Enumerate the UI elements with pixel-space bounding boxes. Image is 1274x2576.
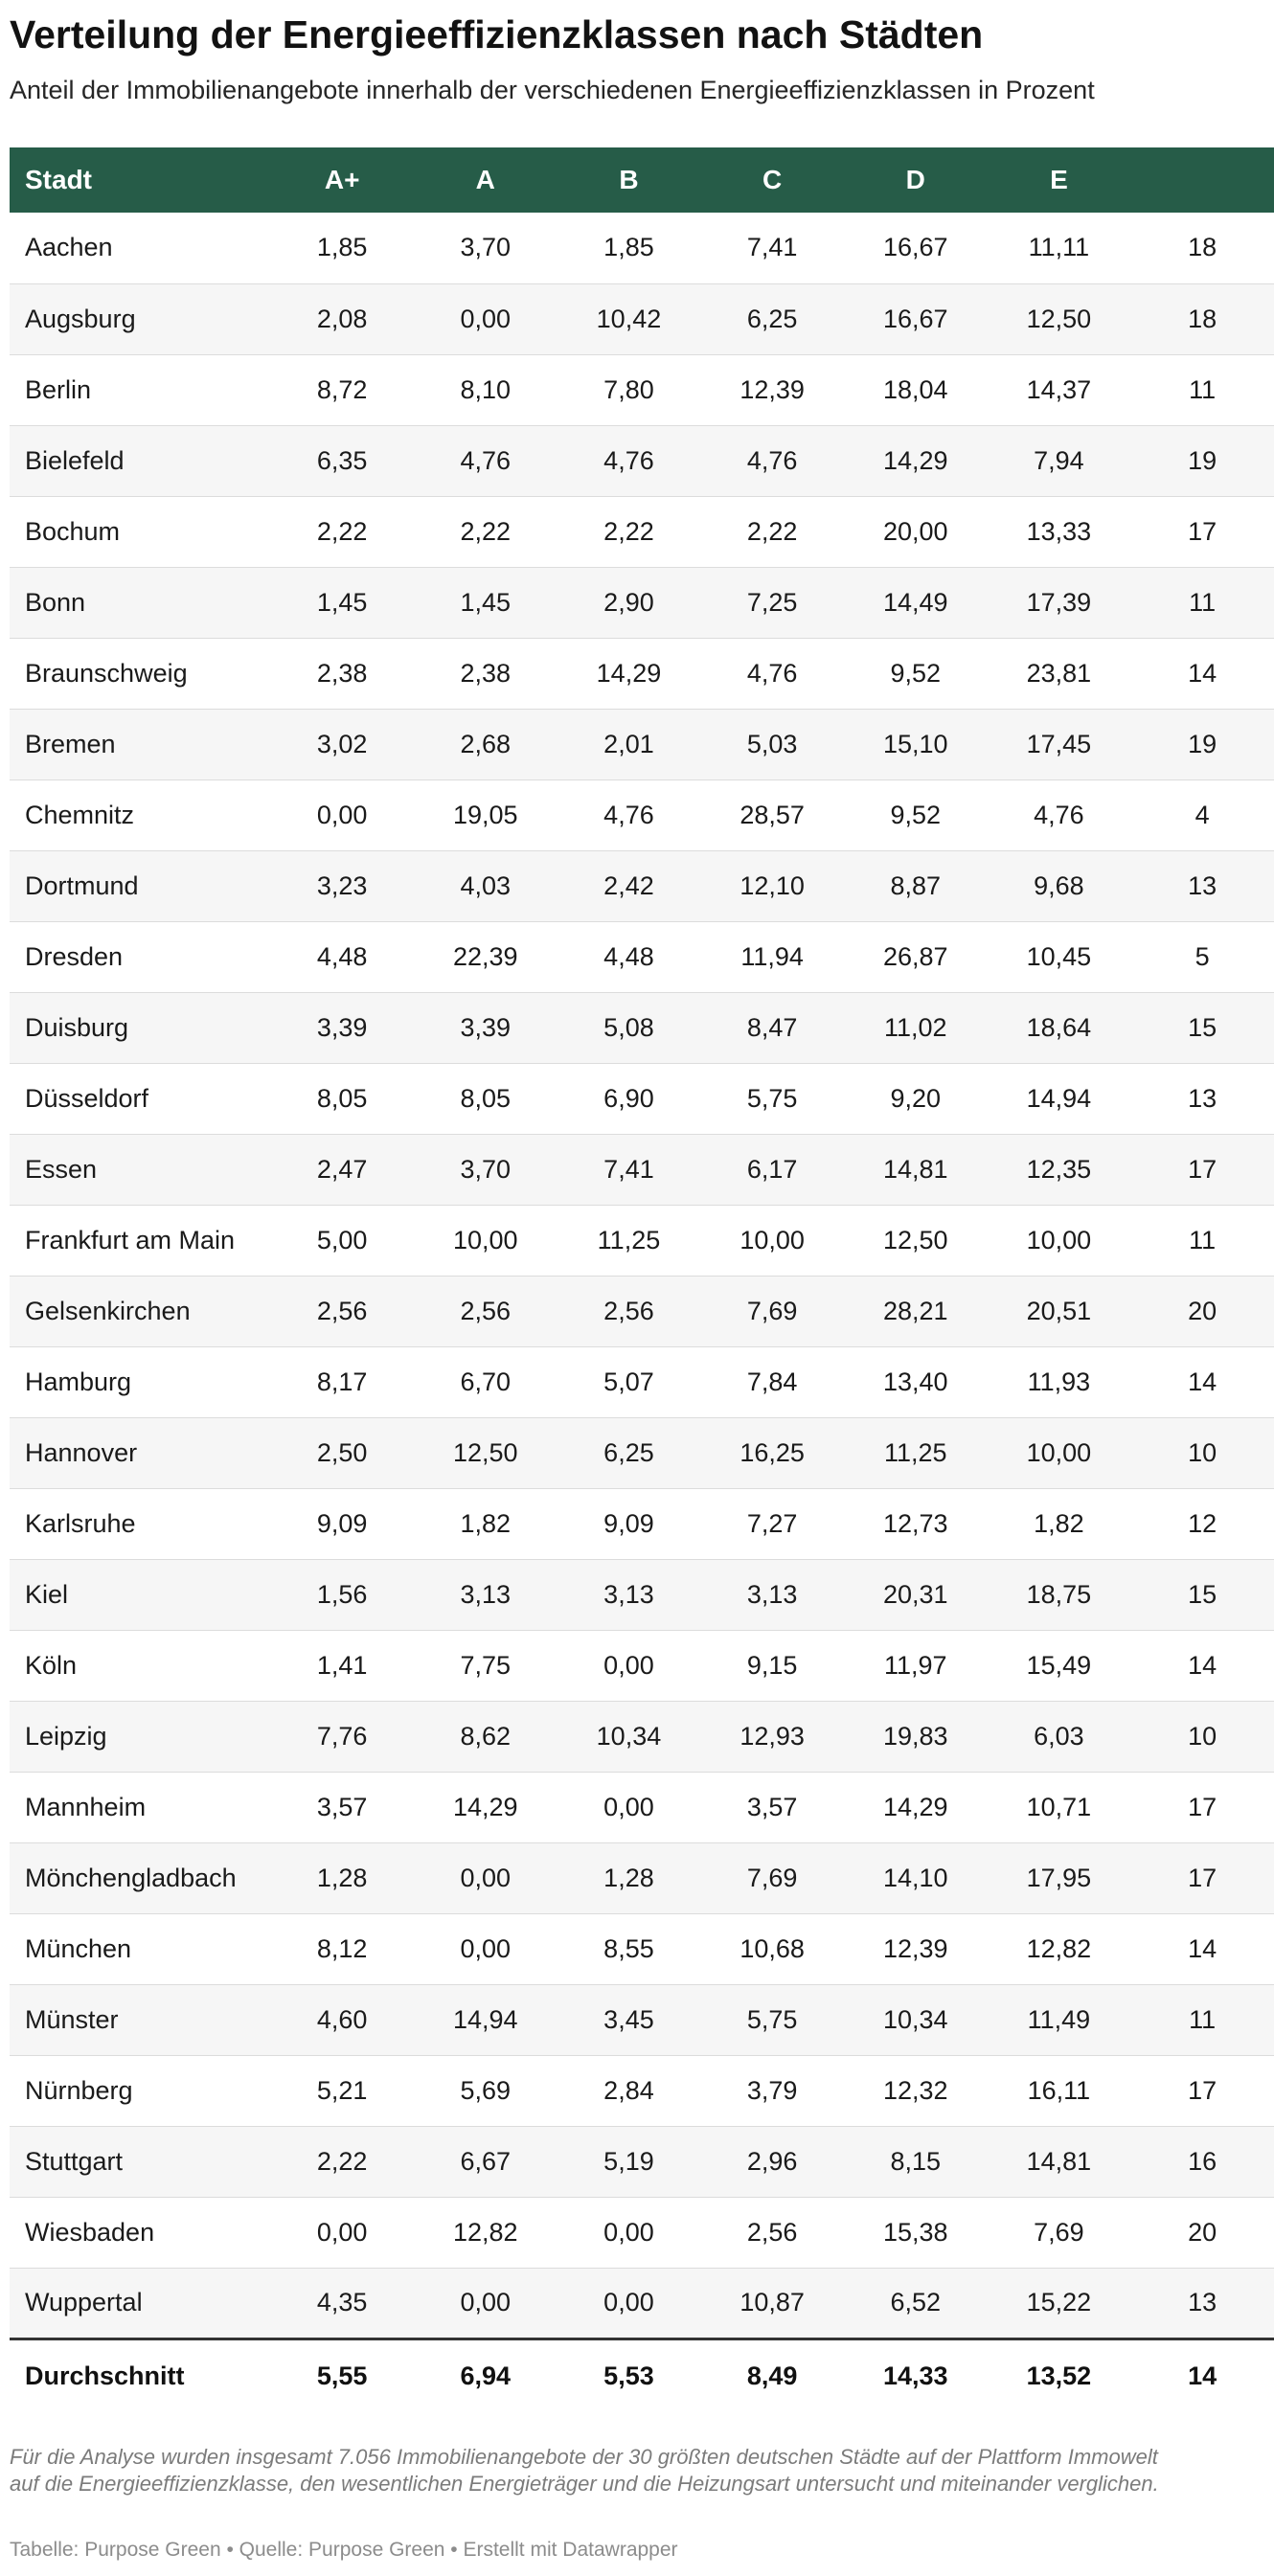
- value-cell: 15: [1188, 1579, 1217, 1609]
- value-cell: 12,39: [882, 1933, 948, 1963]
- summary-value: 14,33: [882, 2361, 948, 2391]
- value-cell: 1,45: [316, 587, 368, 617]
- value-cell: 7,25: [746, 587, 798, 617]
- table-row: [10, 1488, 1274, 1559]
- table-footer: [10, 2339, 1274, 2413]
- value-cell: 9,68: [1034, 870, 1084, 900]
- value-cell: 7,69: [1034, 2217, 1084, 2247]
- value-cell: 6,70: [460, 1367, 512, 1396]
- chart-subtitle: Anteil der Immobilienangebote innerhalb der verschiedenen Energieeffizienzklassen in Prozent: [10, 76, 1095, 104]
- value-cell: 8,55: [603, 1933, 654, 1963]
- value-cell: 0,00: [603, 1792, 654, 1821]
- column-header-class: C: [762, 165, 783, 194]
- city-cell: Essen: [25, 1154, 98, 1184]
- value-cell: 3,23: [316, 870, 368, 900]
- value-cell: 11,49: [1027, 2004, 1091, 2034]
- value-cell: 2,38: [460, 658, 512, 688]
- city-cell: Mönchengladbach: [25, 1863, 237, 1892]
- value-cell: 22,39: [453, 941, 518, 971]
- value-cell: 12,10: [739, 870, 805, 900]
- value-cell: 4,48: [316, 941, 368, 971]
- value-cell: 17,39: [1026, 587, 1092, 617]
- value-cell: 11: [1189, 374, 1217, 404]
- city-cell: Kiel: [25, 1579, 69, 1609]
- value-cell: 18,75: [1026, 1579, 1092, 1609]
- column-header-class: A+: [324, 165, 360, 194]
- value-cell: 9,09: [316, 1508, 368, 1538]
- value-cell: 0,00: [316, 2217, 368, 2247]
- value-cell: 0,00: [460, 304, 512, 333]
- value-cell: 9,52: [890, 800, 942, 829]
- column-header-class: B: [619, 165, 639, 194]
- city-cell: Hannover: [25, 1437, 138, 1467]
- value-cell: 10,71: [1026, 1792, 1092, 1821]
- value-cell: 1,41: [316, 1650, 368, 1680]
- value-cell: 16,67: [882, 233, 948, 262]
- table-row: [10, 2197, 1274, 2268]
- value-cell: 7,27: [746, 1508, 798, 1538]
- value-cell: 6,52: [890, 2288, 942, 2316]
- value-cell: 16: [1188, 2146, 1217, 2176]
- value-cell: 14,29: [596, 658, 662, 688]
- table-row: [10, 992, 1274, 1063]
- city-cell: Karlsruhe: [25, 1508, 136, 1538]
- value-cell: 2,08: [316, 304, 368, 333]
- table-row: [10, 1559, 1274, 1630]
- table-row: [10, 780, 1274, 850]
- value-cell: 12,82: [1026, 1933, 1092, 1963]
- value-cell: 8,87: [890, 870, 942, 900]
- value-cell: 0,00: [316, 800, 368, 829]
- value-cell: 8,12: [316, 1933, 368, 1963]
- value-cell: 3,57: [746, 1792, 798, 1821]
- value-cell: 9,09: [603, 1508, 654, 1538]
- value-cell: 4,76: [746, 658, 798, 688]
- table-row: [10, 1772, 1274, 1842]
- value-cell: 13,33: [1026, 516, 1092, 546]
- value-cell: 11: [1189, 1225, 1217, 1254]
- table-row: [10, 850, 1274, 921]
- value-cell: 11,25: [883, 1437, 947, 1467]
- value-cell: 1,45: [460, 587, 512, 617]
- value-cell: 3,02: [316, 729, 368, 758]
- value-cell: 17: [1188, 1863, 1217, 1892]
- value-cell: 10,87: [739, 2288, 805, 2316]
- value-cell: 1,28: [316, 1863, 368, 1892]
- value-cell: 0,00: [603, 2217, 654, 2247]
- value-cell: 28,21: [882, 1296, 948, 1325]
- value-cell: 16,67: [882, 304, 948, 333]
- value-cell: 18,04: [882, 374, 948, 404]
- value-cell: 4,48: [603, 941, 654, 971]
- table-row: [10, 567, 1274, 638]
- value-cell: 11,11: [1028, 233, 1090, 262]
- value-cell: 16,25: [739, 1437, 805, 1467]
- value-cell: 11: [1189, 587, 1217, 617]
- city-cell: München: [25, 1933, 132, 1963]
- value-cell: 15: [1188, 1012, 1217, 1042]
- value-cell: 5,00: [316, 1225, 368, 1254]
- value-cell: 2,22: [460, 516, 512, 546]
- city-cell: Bonn: [25, 587, 86, 617]
- value-cell: 12,82: [453, 2217, 518, 2247]
- column-header-class: A: [475, 165, 495, 194]
- city-cell: Bielefeld: [25, 445, 125, 475]
- city-cell: Leipzig: [25, 1721, 107, 1751]
- city-cell: Duisburg: [25, 1012, 129, 1042]
- value-cell: 4,35: [316, 2288, 368, 2316]
- value-cell: 10,00: [453, 1225, 518, 1254]
- value-cell: 5,03: [746, 729, 798, 758]
- value-cell: 2,22: [316, 2146, 368, 2176]
- city-cell: Wuppertal: [25, 2288, 143, 2316]
- value-cell: 7,84: [746, 1367, 798, 1396]
- value-cell: 6,67: [460, 2146, 512, 2176]
- value-cell: 4,03: [460, 870, 512, 900]
- value-cell: 17,45: [1026, 729, 1092, 758]
- city-cell: Nürnberg: [25, 2075, 133, 2105]
- value-cell: 4: [1194, 800, 1210, 829]
- value-cell: 9,52: [890, 658, 942, 688]
- city-cell: Dresden: [25, 941, 124, 971]
- value-cell: 4,76: [746, 445, 798, 475]
- value-cell: 8,05: [460, 1083, 512, 1113]
- value-cell: 6,25: [746, 304, 798, 333]
- value-cell: 19,05: [453, 800, 518, 829]
- value-cell: 0,00: [603, 2288, 654, 2316]
- value-cell: 6,35: [316, 445, 368, 475]
- table-row: [10, 213, 1274, 283]
- value-cell: 18: [1188, 233, 1217, 262]
- chart-title: Verteilung der Energieeffizienzklassen nach Städten: [10, 12, 984, 56]
- value-cell: 7,69: [746, 1296, 798, 1325]
- table-row: [10, 1276, 1274, 1346]
- value-cell: 12,50: [1026, 304, 1092, 333]
- value-cell: 2,22: [746, 516, 798, 546]
- value-cell: 10,00: [739, 1225, 805, 1254]
- value-cell: 2,01: [603, 729, 654, 758]
- city-cell: Braunschweig: [25, 658, 188, 688]
- value-cell: 8,10: [460, 374, 512, 404]
- value-cell: 3,79: [746, 2075, 798, 2105]
- summary-value: 8,49: [746, 2361, 798, 2391]
- value-cell: 14,29: [882, 1792, 948, 1821]
- table-row: [10, 1134, 1274, 1205]
- table-row: [10, 1984, 1274, 2055]
- energy-class-table: [10, 147, 1274, 2413]
- value-cell: 2,56: [603, 1296, 654, 1325]
- value-cell: 14,49: [882, 587, 948, 617]
- value-cell: 5,69: [460, 2075, 512, 2105]
- city-cell: Frankfurt am Main: [25, 1225, 236, 1254]
- value-cell: 10,42: [596, 304, 662, 333]
- value-cell: 11,93: [1027, 1367, 1091, 1396]
- value-cell: 7,94: [1034, 445, 1084, 475]
- value-cell: 12,50: [453, 1437, 518, 1467]
- value-cell: 6,90: [603, 1083, 654, 1113]
- value-cell: 8,15: [890, 2146, 942, 2176]
- summary-value: 14: [1188, 2361, 1217, 2391]
- value-cell: 13: [1188, 1083, 1217, 1113]
- value-cell: 10,34: [596, 1721, 662, 1751]
- value-cell: 12,93: [739, 1721, 805, 1751]
- value-cell: 13: [1188, 2288, 1217, 2316]
- value-cell: 2,68: [460, 729, 512, 758]
- value-cell: 11,25: [597, 1225, 661, 1254]
- value-cell: 3,39: [316, 1012, 368, 1042]
- city-cell: Gelsenkirchen: [25, 1296, 191, 1325]
- value-cell: 3,45: [603, 2004, 654, 2034]
- value-cell: 2,50: [316, 1437, 368, 1467]
- value-cell: 2,56: [746, 2217, 798, 2247]
- table-row: [10, 283, 1274, 354]
- value-cell: 19: [1188, 445, 1217, 475]
- value-cell: 7,41: [746, 233, 798, 262]
- summary-value: 13,52: [1026, 2361, 1092, 2391]
- value-cell: 6,03: [1034, 1721, 1084, 1751]
- column-header-class: D: [905, 165, 925, 194]
- value-cell: 2,47: [316, 1154, 368, 1184]
- city-cell: Stuttgart: [25, 2146, 124, 2176]
- table-body: [10, 213, 1274, 2339]
- value-cell: 18,64: [1026, 1012, 1092, 1042]
- value-cell: 14,81: [1026, 2146, 1092, 2176]
- value-cell: 10,00: [1026, 1225, 1092, 1254]
- value-cell: 3,57: [316, 1792, 368, 1821]
- value-cell: 1,28: [603, 1863, 654, 1892]
- value-cell: 4,76: [1034, 800, 1084, 829]
- table-row: [10, 2126, 1274, 2197]
- value-cell: 0,00: [460, 2288, 512, 2316]
- value-cell: 15,22: [1026, 2288, 1092, 2316]
- value-cell: 14,37: [1026, 374, 1092, 404]
- value-cell: 6,17: [746, 1154, 798, 1184]
- value-cell: 10,34: [882, 2004, 948, 2034]
- value-cell: 14,29: [453, 1792, 518, 1821]
- value-cell: 4,60: [316, 2004, 368, 2034]
- value-cell: 17: [1188, 516, 1217, 546]
- value-cell: 7,80: [603, 374, 654, 404]
- value-cell: 26,87: [882, 941, 948, 971]
- summary-value: 6,94: [460, 2361, 512, 2391]
- value-cell: 0,00: [603, 1650, 654, 1680]
- column-header-city: Stadt: [25, 165, 92, 194]
- value-cell: 14,94: [453, 2004, 518, 2034]
- value-cell: 2,90: [603, 587, 654, 617]
- table-row: [10, 921, 1274, 992]
- value-cell: 8,62: [460, 1721, 512, 1751]
- value-cell: 13: [1188, 870, 1217, 900]
- value-cell: 3,70: [460, 1154, 512, 1184]
- value-cell: 1,56: [316, 1579, 368, 1609]
- table-row: [10, 496, 1274, 567]
- header-row: [10, 147, 1274, 213]
- value-cell: 8,05: [316, 1083, 368, 1113]
- value-cell: 14,29: [882, 445, 948, 475]
- value-cell: 10: [1188, 1721, 1217, 1751]
- value-cell: 2,22: [603, 516, 654, 546]
- value-cell: 5,19: [603, 2146, 654, 2176]
- city-cell: Münster: [25, 2004, 119, 2034]
- city-cell: Berlin: [25, 374, 92, 404]
- value-cell: 13,40: [882, 1367, 948, 1396]
- summary-label: Durchschnitt: [25, 2361, 185, 2391]
- value-cell: 10: [1188, 1437, 1217, 1467]
- value-cell: 2,22: [316, 516, 368, 546]
- value-cell: 1,85: [603, 233, 654, 262]
- value-cell: 0,00: [460, 1863, 512, 1892]
- value-cell: 2,56: [316, 1296, 368, 1325]
- value-cell: 15,49: [1026, 1650, 1092, 1680]
- city-cell: Wiesbaden: [25, 2217, 155, 2247]
- value-cell: 1,82: [460, 1508, 512, 1538]
- value-cell: 2,38: [316, 658, 368, 688]
- value-cell: 5: [1194, 941, 1210, 971]
- city-cell: Dortmund: [25, 870, 139, 900]
- value-cell: 12,39: [739, 374, 805, 404]
- summary-row: [10, 2339, 1274, 2413]
- value-cell: 16,11: [1027, 2075, 1091, 2105]
- source-credits: Tabelle: Purpose Green • Quelle: Purpose Green • Erstellt mit Datawrapper: [10, 2539, 678, 2561]
- table-row: [10, 354, 1274, 425]
- value-cell: 11,94: [740, 941, 804, 971]
- value-cell: 6,25: [603, 1437, 654, 1467]
- value-cell: 20,51: [1026, 1296, 1092, 1325]
- value-cell: 20: [1188, 2217, 1217, 2247]
- table-row: [10, 2268, 1274, 2339]
- column-header-class: E: [1050, 165, 1068, 194]
- value-cell: 14,94: [1026, 1083, 1092, 1113]
- table-header: [10, 147, 1274, 213]
- table-row: [10, 2055, 1274, 2126]
- value-cell: 20,31: [882, 1579, 948, 1609]
- value-cell: 8,72: [316, 374, 368, 404]
- value-cell: 10,68: [739, 1933, 805, 1963]
- value-cell: 15,38: [882, 2217, 948, 2247]
- value-cell: 10,45: [1026, 941, 1092, 971]
- city-cell: Bremen: [25, 729, 116, 758]
- value-cell: 7,69: [746, 1863, 798, 1892]
- value-cell: 11: [1189, 2004, 1217, 2034]
- summary-value: 5,55: [316, 2361, 368, 2391]
- value-cell: 3,39: [460, 1012, 512, 1042]
- value-cell: 19,83: [882, 1721, 948, 1751]
- table-row: [10, 1417, 1274, 1488]
- value-cell: 17: [1188, 2075, 1217, 2105]
- value-cell: 17,95: [1026, 1863, 1092, 1892]
- value-cell: 14: [1188, 1367, 1217, 1396]
- value-cell: 20: [1188, 1296, 1217, 1325]
- value-cell: 10,00: [1026, 1437, 1092, 1467]
- summary-value: 5,53: [603, 2361, 654, 2391]
- value-cell: 5,08: [603, 1012, 654, 1042]
- value-cell: 17: [1188, 1154, 1217, 1184]
- value-cell: 28,57: [739, 800, 805, 829]
- value-cell: 12,50: [882, 1225, 948, 1254]
- value-cell: 3,13: [460, 1579, 512, 1609]
- table-row: [10, 638, 1274, 709]
- value-cell: 2,42: [603, 870, 654, 900]
- footnote: Für die Analyse wurden insgesamt 7.056 Immobilienangebote der 30 größten deutschen Städte auf der Plattform Immowelt auf die Energieeffizienzklasse, den wesentlichen Energieträger und die Heizungsart untersucht und miteinander verglichen.: [10, 2445, 1159, 2496]
- value-cell: 20,00: [882, 516, 948, 546]
- value-cell: 7,41: [603, 1154, 654, 1184]
- city-cell: Augsburg: [25, 304, 136, 333]
- value-cell: 1,82: [1034, 1508, 1084, 1538]
- value-cell: 2,56: [460, 1296, 512, 1325]
- value-cell: 5,07: [603, 1367, 654, 1396]
- value-cell: 4,76: [603, 445, 654, 475]
- value-cell: 4,76: [460, 445, 512, 475]
- value-cell: 5,21: [316, 2075, 368, 2105]
- value-cell: 8,47: [746, 1012, 798, 1042]
- value-cell: 12,32: [882, 2075, 948, 2105]
- value-cell: 1,85: [316, 233, 368, 262]
- value-cell: 12: [1188, 1508, 1217, 1538]
- value-cell: 9,15: [746, 1650, 798, 1680]
- table-row: [10, 1842, 1274, 1913]
- value-cell: 5,75: [746, 1083, 798, 1113]
- table-row: [10, 1205, 1274, 1276]
- value-cell: 23,81: [1026, 658, 1092, 688]
- value-cell: 3,13: [746, 1579, 798, 1609]
- value-cell: 2,96: [746, 2146, 798, 2176]
- value-cell: 0,00: [460, 1933, 512, 1963]
- city-cell: Köln: [25, 1650, 78, 1680]
- value-cell: 7,75: [460, 1650, 512, 1680]
- value-cell: 9,20: [890, 1083, 942, 1113]
- value-cell: 18: [1188, 304, 1217, 333]
- value-cell: 15,10: [882, 729, 948, 758]
- table-row: [10, 1701, 1274, 1772]
- city-cell: Aachen: [25, 233, 113, 262]
- value-cell: 11,97: [883, 1650, 947, 1680]
- city-cell: Mannheim: [25, 1792, 147, 1821]
- value-cell: 17: [1188, 1792, 1217, 1821]
- table-row: [10, 425, 1274, 496]
- value-cell: 14,81: [882, 1154, 948, 1184]
- value-cell: 14: [1188, 1650, 1217, 1680]
- column-header-class: [1130, 147, 1274, 213]
- table-row: [10, 1063, 1274, 1134]
- value-cell: 8,17: [316, 1367, 368, 1396]
- value-cell: 3,70: [460, 233, 512, 262]
- value-cell: 3,13: [603, 1579, 654, 1609]
- value-cell: 12,73: [882, 1508, 948, 1538]
- value-cell: 11,02: [883, 1012, 947, 1042]
- value-cell: 14: [1188, 1933, 1217, 1963]
- value-cell: 14,10: [882, 1863, 948, 1892]
- value-cell: 2,84: [603, 2075, 654, 2105]
- city-cell: Hamburg: [25, 1367, 132, 1396]
- table-row: [10, 1630, 1274, 1701]
- value-cell: 4,76: [603, 800, 654, 829]
- table-row: [10, 1913, 1274, 1984]
- city-cell: Düsseldorf: [25, 1083, 149, 1113]
- city-cell: Bochum: [25, 516, 121, 546]
- table-row: [10, 1346, 1274, 1417]
- city-cell: Chemnitz: [25, 800, 135, 829]
- value-cell: 12,35: [1026, 1154, 1092, 1184]
- value-cell: 5,75: [746, 2004, 798, 2034]
- table-row: [10, 709, 1274, 780]
- table-container[interactable]: [10, 147, 1217, 2411]
- value-cell: 19: [1188, 729, 1217, 758]
- value-cell: 14: [1188, 658, 1217, 688]
- value-cell: 7,76: [316, 1721, 368, 1751]
